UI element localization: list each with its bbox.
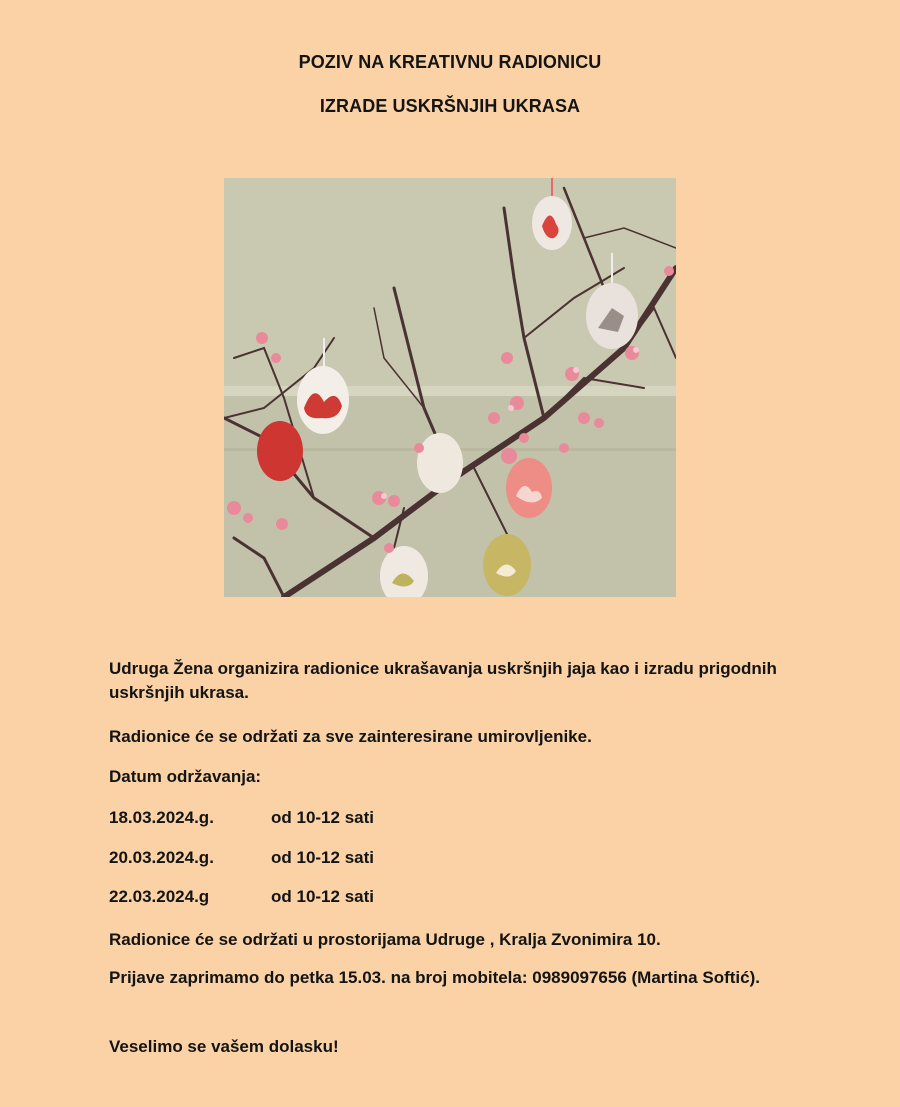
- closing-line: Veselimo se vašem dolasku!: [109, 1037, 339, 1056]
- date-value: 22.03.2024.g: [109, 887, 210, 906]
- intro-paragraph: Udruga Žena organizira radionice ukrašavanja uskršnjih jaja kao i izradu prigodnih uskršnjih ukrasa.: [109, 659, 777, 702]
- date-row: [109, 848, 374, 868]
- date-value: 18.03.2024.g.: [109, 808, 214, 827]
- location-paragraph: Radionice će se održati u prostorijama Udruge , Kralja Zvonimira 10.: [109, 930, 661, 949]
- time-value: od 10-12 sati: [271, 887, 374, 906]
- time-value: od 10-12 sati: [271, 848, 374, 867]
- registration-paragraph: Prijave zaprimamo do petka 15.03. na broj mobitela: 0989097656 (Martina Softić).: [109, 968, 760, 987]
- time-value: od 10-12 sati: [271, 808, 374, 827]
- page-title-line-1: POZIV NA KREATIVNU RADIONICU: [298, 52, 602, 72]
- easter-eggs-photo: [224, 178, 676, 597]
- page-title-line-2: IZRADE USKRŠNJIH UKRASA: [319, 96, 581, 116]
- date-value: 20.03.2024.g.: [109, 848, 214, 867]
- dates-heading: Datum održavanja:: [109, 767, 262, 786]
- audience-paragraph: Radionice će se održati za sve zainteresirane umirovljenike.: [109, 727, 592, 746]
- date-row: [109, 808, 374, 828]
- date-row: [109, 887, 374, 907]
